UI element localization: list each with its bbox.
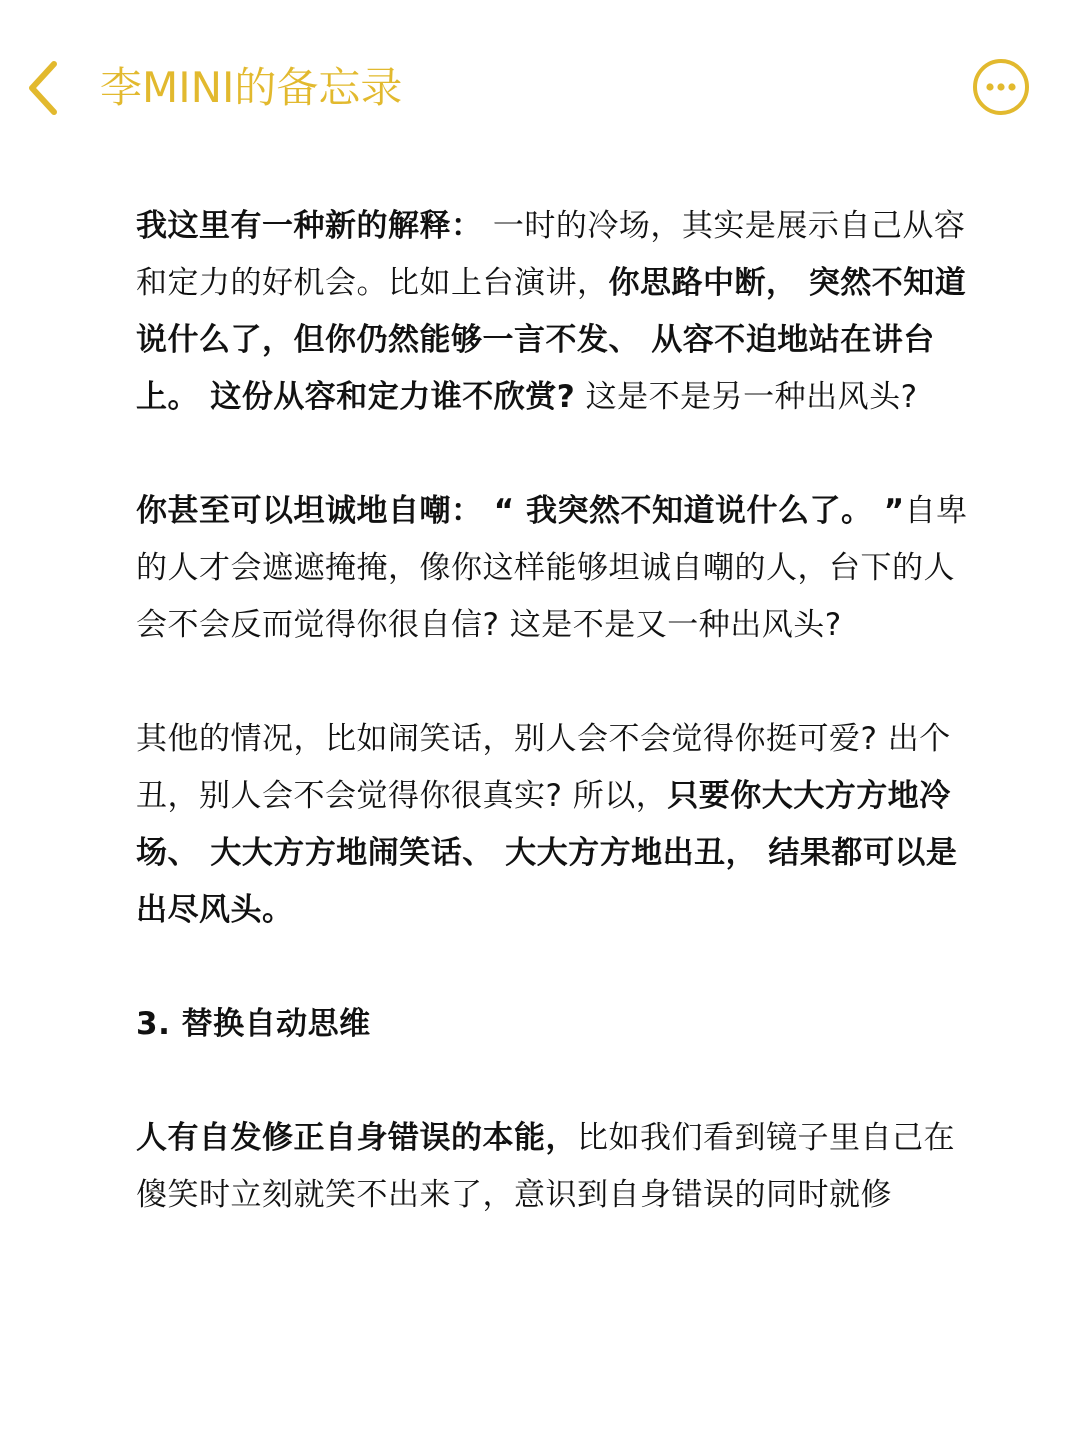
body-text: 一时的冷场，其实是展示自己从容和定力的好机会。比如上台演讲， — [136, 208, 966, 301]
page-title: 李MINI的备忘录 — [100, 63, 403, 112]
bold-text: 3. 替换自动思维 — [136, 1006, 371, 1042]
chevron-left-icon — [22, 58, 62, 118]
bold-text: 人有自发修正自身错误的本能， — [136, 1120, 577, 1156]
memo-content — [136, 198, 976, 1224]
bold-text: 你甚至可以坦诚地自嘲： “ 我突然不知道说什么了。 ” — [136, 493, 905, 529]
more-horizontal-circle-icon — [972, 58, 1030, 116]
memo-paragraph — [136, 711, 976, 939]
memo-paragraph — [136, 1110, 976, 1224]
memo-paragraph — [136, 198, 976, 426]
body-text: 自卑的人才会遮遮掩掩，像你这样能够坦诚自嘲的人，台下的人会不会反而觉得你很自信? 这是不是又一种出风头? — [136, 493, 968, 643]
navigation-bar — [0, 0, 1080, 175]
body-text: 其他的情况，比如闹笑话，别人会不会觉得你挺可爱? 出个丑，别人会不会觉得你很真实? 所以， — [136, 721, 951, 814]
body-text: 比如我们看到镜子里自己在傻笑时立刻就笑不出来了，意识到自身错误的同时就修 — [136, 1120, 955, 1213]
bold-text: 我这里有一种新的解释： — [136, 208, 483, 244]
back-button[interactable] — [18, 56, 66, 120]
more-button[interactable] — [972, 58, 1030, 116]
bold-text: 你思路中断， 突然不知道说什么了，但你仍然能够一言不发、 从容不迫地站在讲台上。 这份从容和定力谁不欣赏? — [136, 265, 967, 415]
memo-paragraph — [136, 483, 976, 654]
memo-paragraph — [136, 996, 976, 1053]
bold-text: 只要你大大方方地冷场、 大大方方地闹笑话、 大大方方地出丑， 结果都可以是出尽风头。 — [136, 778, 958, 928]
body-text: 这是不是另一种出风头? — [575, 379, 918, 415]
